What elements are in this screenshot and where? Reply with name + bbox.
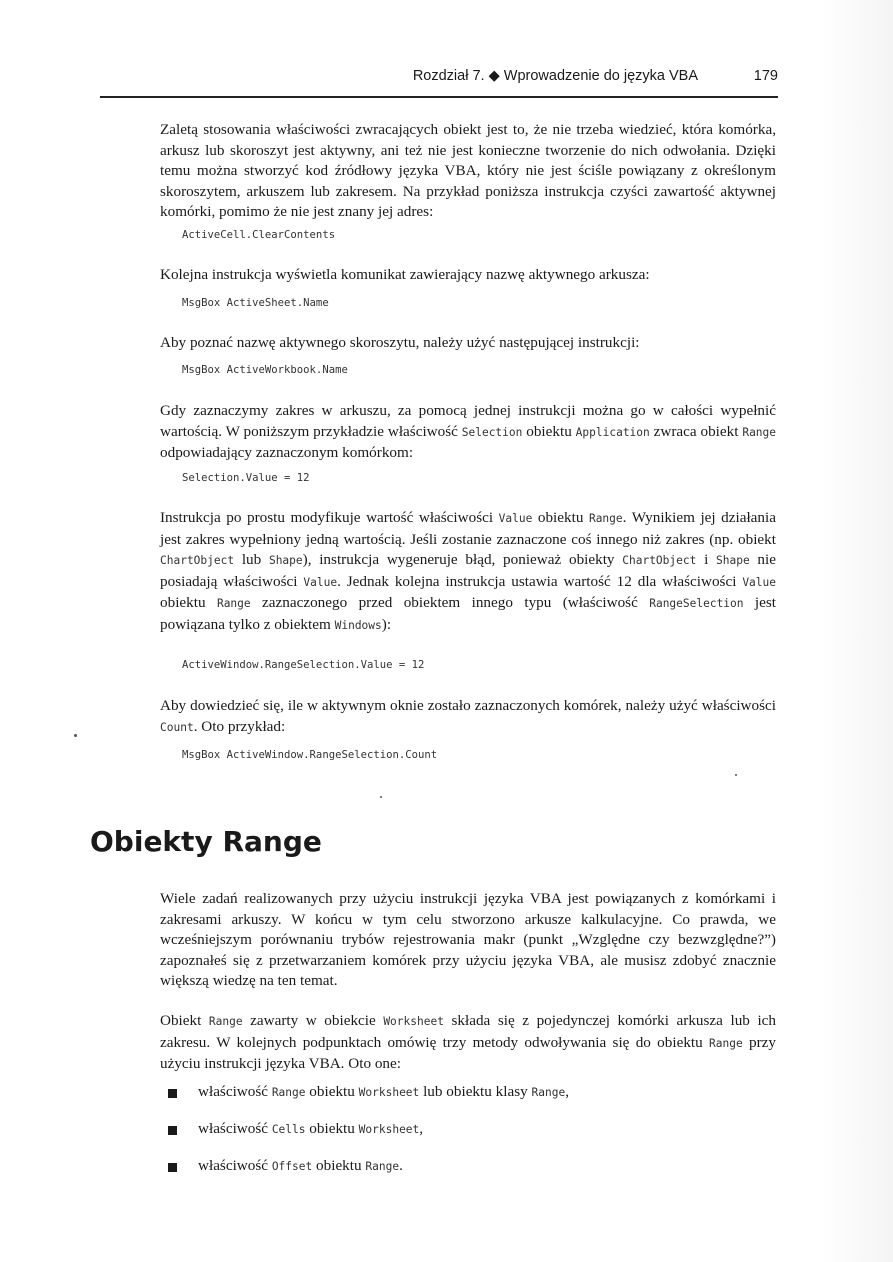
paragraph-8 [160,1011,776,1075]
paragraph-6 [160,696,776,738]
code-line-4 [160,472,776,484]
paragraph-2 [160,265,776,286]
section-heading: Obiekty Range [90,825,322,858]
code-text: MsgBox ActiveSheet.Name [182,297,329,309]
code-line-5 [160,659,776,671]
code-text: ActiveCell.ClearContents [182,229,336,241]
code-line-2 [160,297,776,309]
paragraph-4 [160,401,776,464]
paragraph-3 [160,333,776,354]
paragraph-5 [160,508,776,636]
list-item: właściwość Cells obiektu Worksheet, [168,1119,784,1140]
code-text: MsgBox ActiveWindow.RangeSelection.Count [182,749,438,761]
bullet-square-icon [168,1089,177,1098]
scan-speck [380,796,382,798]
code-line-3 [160,364,776,376]
running-header [100,62,778,98]
code-text: ActiveWindow.RangeSelection.Value = 12 [182,659,425,671]
bullet-square-icon [168,1163,177,1172]
page-number: 179 [753,68,778,84]
paragraph-text: Wiele zadań realizowanych przy użyciu instrukcji języka VBA jest powiązanych z komórkami i zakresami arkuszy. W końcu w tym celu stworzono arkusze kalkulacyjne. Co prawda, we wcześniejszym porównaniu trybów rejestrowania makr (punkt „Względne czy bezwzględne?”) zapoznałeś się z przetwarzaniem komórek przy użyciu języka VBA, ale musisz zdobyć znacznie większą wiedzę na ten temat. [160,890,776,989]
paragraph-text: Gdy zaznaczymy zakres w arkuszu, za pomocą jednej instrukcji można go w całości wypełnić wartością. W poniższym przykładzie właściwość Selection obiektu Application zwraca obiekt Range odpowiadający zaznaczonym komórkom: [160,402,777,461]
bullet-square-icon [168,1126,177,1135]
paragraph-text: Aby poznać nazwę aktywnego skoroszytu, należy użyć następującej instrukcji: [160,334,640,351]
code-text: Selection.Value = 12 [182,472,310,484]
paragraph-text: Kolejna instrukcja wyświetla komunikat zawierający nazwę aktywnego arkusza: [160,266,650,283]
paragraph-text: Instrukcja po prostu modyfikuje wartość właściwości Value obiektu Range. Wynikiem jej działania jest zakres wypełniony jedną wartością. Jeśli zostanie zaznaczone coś innego niż zakres (np. obiekt ChartObject lub Shape), instrukcja wygeneruje błąd, ponieważ obiekty ChartObject i Shape nie posiadają właściwości Value. Jednak kolejna instrukcja ustawia wartość 12 dla właściwości Value obiektu Range zaznaczonego przed obiektem innego typu (właściwość RangeSelection jest powiązana tylko z obiektem Windows): [160,509,777,633]
bullet-list [168,1082,784,1177]
code-line-1 [160,229,776,241]
list-item: właściwość Offset obiektu Range. [168,1156,784,1177]
paragraph-text: Obiekt Range zawarty w obiekcie Worksheet składa się z pojedynczej komórki arkusza lub ich zakresu. W kolejnych podpunktach omówię trzy metody odwoływania się do obiektu Range przy użyciu instrukcji języka VBA. Oto one: [160,1012,776,1072]
chapter-title: Rozdział 7. ◆ Wprowadzenie do języka VBA [412,68,698,84]
scan-speck [74,734,77,737]
code-text: MsgBox ActiveWorkbook.Name [182,364,348,376]
scan-speck [735,774,737,776]
paragraph-1 [160,120,776,223]
list-item: właściwość Range obiektu Worksheet lub obiektu klasy Range, [168,1082,784,1103]
paragraph-text: Zaletą stosowania właściwości zwracających obiekt jest to, że nie trzeba wiedzieć, która komórka, arkusz lub skoroszyt jest aktywny, ani też nie jest konieczne tworzenie do nich odwołania. Dzięki temu można stworzyć kod źródłowy języka VBA, który nie jest ściśle powiązany z określonym skoroszytem, arkuszem lub zakresem. Na przykład poniższa instrukcja czyści zawartość aktywnej komórki, pomimo że nie jest znany jej adres: [160,121,776,220]
code-line-6 [160,749,776,761]
paragraph-text: Aby dowiedzieć się, ile w aktywnym oknie zostało zaznaczonych komórek, należy użyć właściwości Count. Oto przykład: [160,697,776,735]
paragraph-7 [160,889,776,992]
